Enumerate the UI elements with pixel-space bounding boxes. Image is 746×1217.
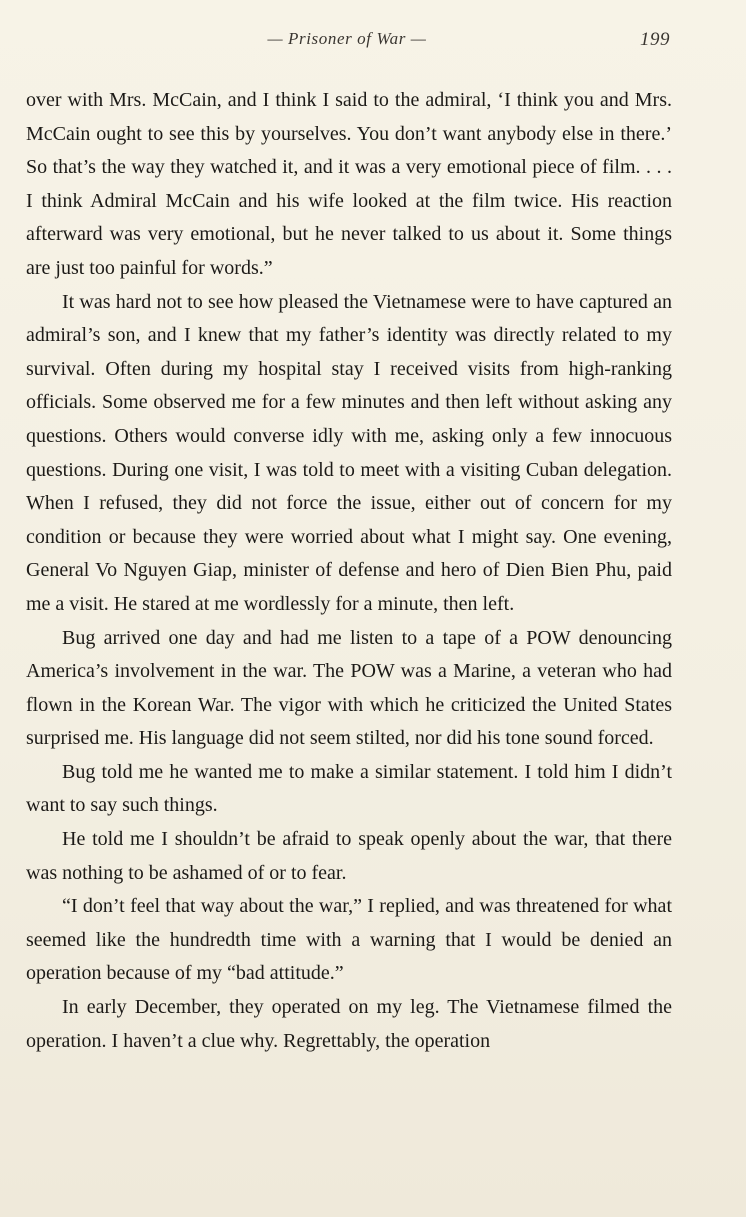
- running-head: [0, 26, 746, 56]
- paragraph: He told me I shouldn’t be afraid to speak openly about the war, that there was nothing to be ashamed of or to fear.: [26, 828, 672, 884]
- running-title: — Prisoner of War —: [267, 29, 427, 48]
- paragraph-continued: over with Mrs. McCain, and I think I said to the admiral, ‘I think you and Mrs. McCain ought to see this by yourselves. You don’t want anybody else in there.’ So that’s the way they watched it, and it was a very emotional piece of film. . . . I think Admiral McCain and his wife looked at the film twice. His reaction afterward was very emotional, but he never talked to us about it. Some things are just too painful for words.”: [26, 89, 672, 279]
- paragraph: Bug told me he wanted me to make a similar statement. I told him I didn’t want to say such things.: [26, 760, 672, 817]
- paragraph: In early December, they operated on my leg. The Vietnamese filmed the operation. I haven’t a clue why. Regrettably, the operation: [26, 996, 672, 1052]
- paragraph: Bug arrived one day and had me listen to a tape of a POW denouncing America’s involvement in the war. The POW was a Marine, a veteran who had flown in the Korean War. The vigor with which he criticized the United States surprised me. His language did not seem stilted, nor did his tone sound forced.: [26, 626, 672, 750]
- paragraph: It was hard not to see how pleased the Vietnamese were to have captured an admiral’s son, and I knew that my father’s identity was directly related to my survival. Often during my hospital stay I received visits from high-ranking officials. Some observed me for a few minutes and then left without asking any questions. Others would converse idly with me, asking only a few innocuous questions. During one visit, I was told to meet with a visiting Cuban delegation. When I refused, they did not force the issue, either out of concern for my condition or because they were worried about what I might say. One evening, General Vo Nguyen Giap, minister of defense and hero of Dien Bien Phu, paid me a visit. He stared at me wordlessly for a minute, then left.: [26, 290, 672, 615]
- paragraph: “I don’t feel that way about the war,” I replied, and was threatened for what seemed like the hundredth time with a warning that I would be denied an operation because of my “bad attitude.”: [26, 895, 672, 985]
- page-number: 199: [640, 29, 670, 50]
- body-text: [26, 84, 672, 1058]
